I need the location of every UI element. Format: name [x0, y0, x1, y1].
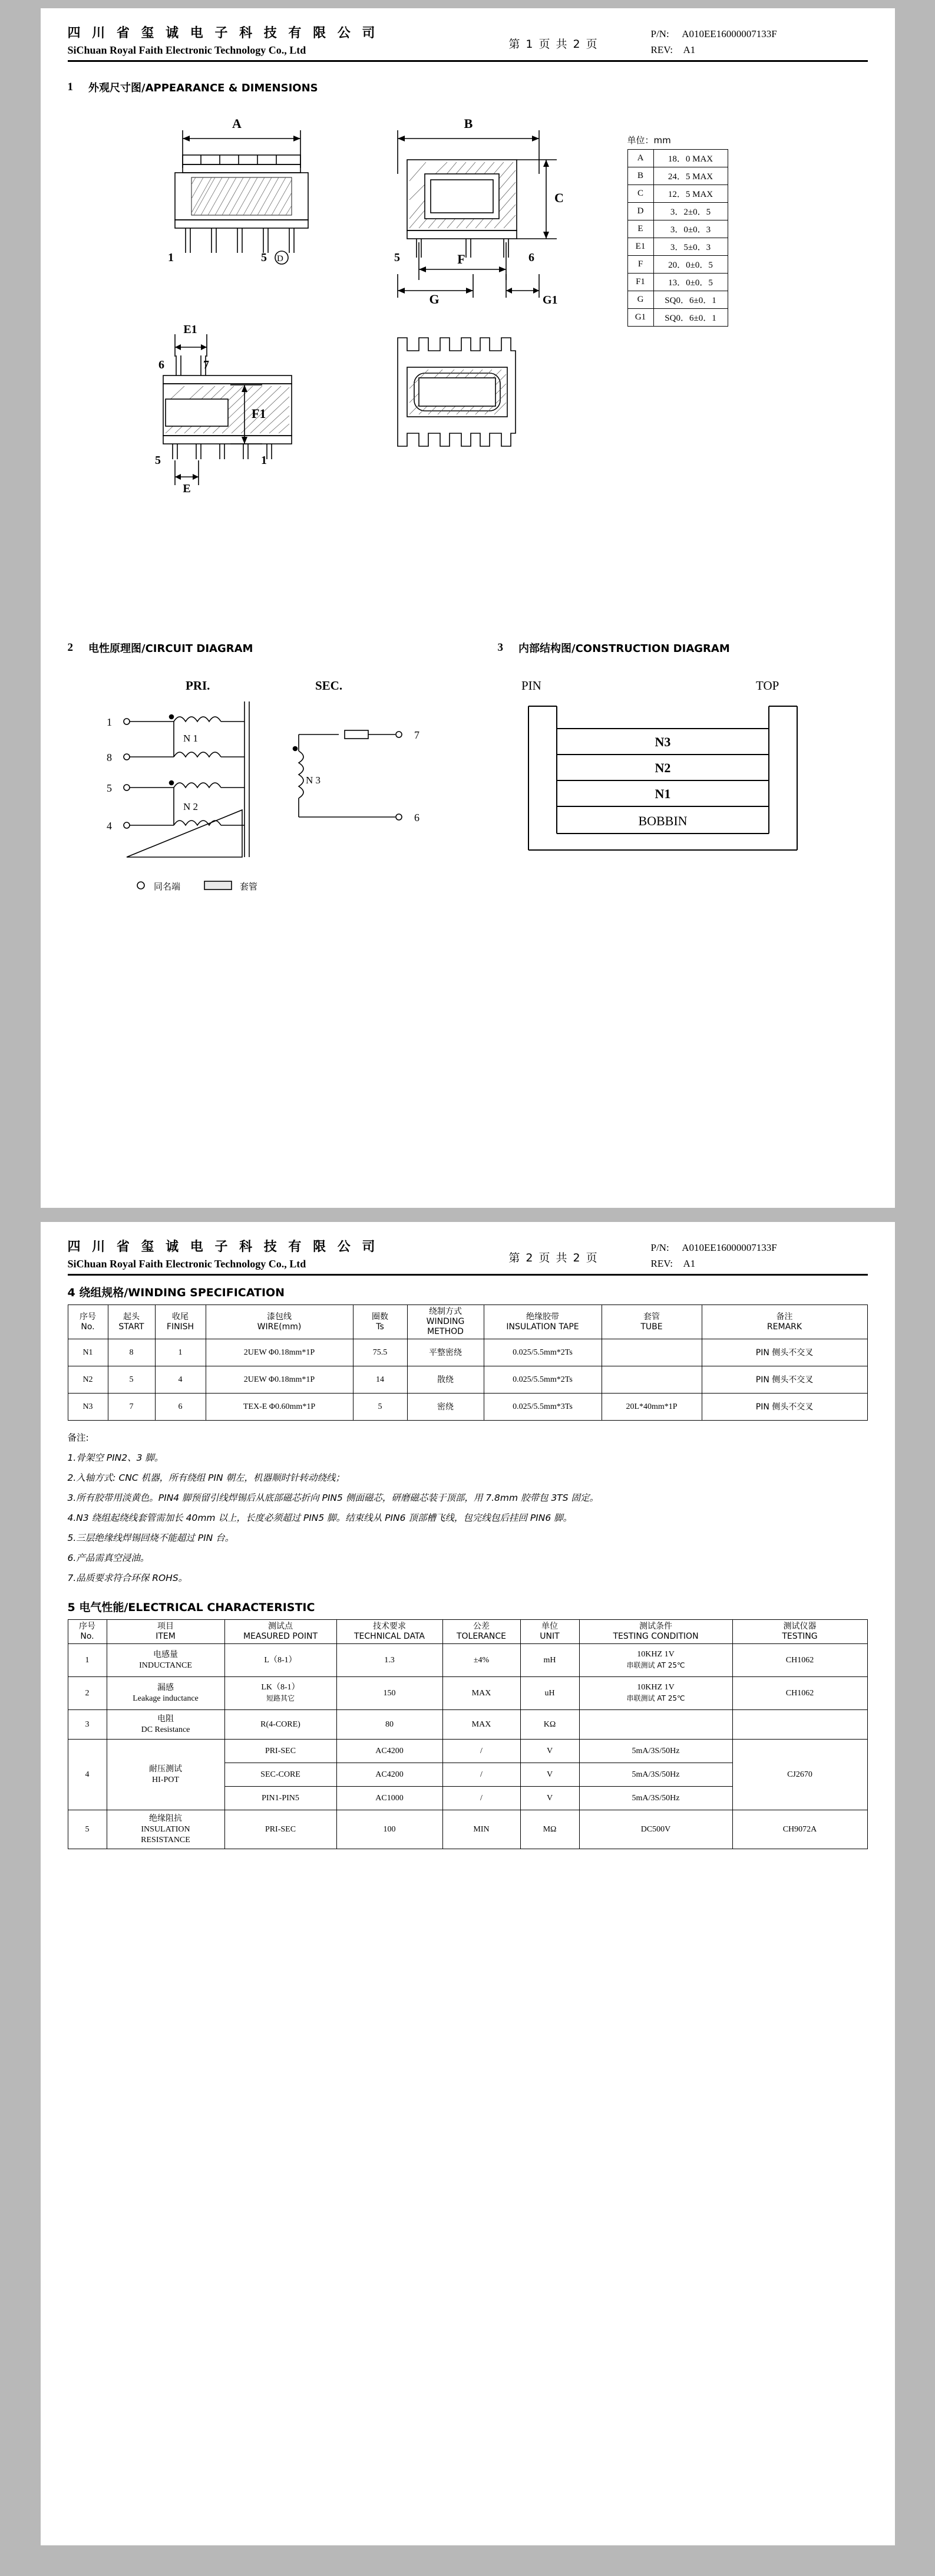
th-method: 绕制方式 WINDING METHOD	[407, 1305, 484, 1339]
ec-item: 漏感 Leakage inductance	[107, 1677, 224, 1710]
winding-remark: PIN 侧头不交叉	[702, 1366, 867, 1394]
company-name-cn-p2: 四 川 省 玺 诚 电 子 科 技 有 限 公 司	[67, 1240, 379, 1254]
ec-condition: 5mA/3S/50Hz	[579, 1787, 732, 1810]
winding-tape: 0.025/5.5mm*2Ts	[484, 1339, 602, 1366]
ec-point: PRI-SEC	[224, 1810, 336, 1849]
label-pin-7: 7	[203, 358, 209, 371]
winding-method: 散绕	[407, 1366, 484, 1394]
sections-2-3-titles	[68, 640, 868, 655]
winding-no: N1	[68, 1339, 108, 1366]
dim-value: 18．0 MAX	[653, 150, 728, 167]
winding-n2-label: N 2	[183, 801, 198, 812]
layer-n3-label: N3	[655, 734, 670, 749]
part-number-line	[651, 26, 868, 42]
th-tube: 套管 TUBE	[602, 1305, 702, 1339]
th-tolerance: 公差 TOLERANCE	[442, 1620, 520, 1644]
th-start: 起头 START	[108, 1305, 155, 1339]
circuit-pin-1: 1	[106, 716, 112, 728]
label-pin-5: 5	[260, 251, 267, 264]
dim-row	[627, 203, 728, 220]
circuit-pin-7: 7	[414, 729, 419, 741]
bobbin-label: BOBBIN	[637, 813, 688, 828]
dim-row	[627, 220, 728, 238]
winding-start: 7	[108, 1394, 155, 1421]
th-technical-data: 技术要求 TECHNICAL DATA	[336, 1620, 442, 1644]
electrical-row	[68, 1644, 867, 1677]
company-name-en-p2: SiChuan Royal Faith Electronic Technology Co., Ltd	[67, 1258, 306, 1270]
section-2-number: 2	[67, 641, 73, 654]
electrical-row	[68, 1810, 867, 1849]
legend-dot-label: 同名端	[153, 882, 180, 892]
header-rule	[68, 60, 868, 62]
label-E: E	[182, 482, 191, 495]
dim-value: 24．5 MAX	[653, 167, 728, 185]
dim-key: E1	[627, 238, 653, 256]
winding-finish: 1	[155, 1339, 206, 1366]
note-item: 7.品质要求符合环保 ROHS。	[67, 1573, 188, 1583]
winding-tape: 0.025/5.5mm*2Ts	[484, 1366, 602, 1394]
th-turns: 圈数 Ts	[353, 1305, 407, 1339]
ec-condition: 5mA/3S/50Hz	[579, 1740, 732, 1763]
ec-data: 80	[336, 1710, 442, 1740]
dim-value: 20．0±0．5	[653, 256, 728, 274]
th-wire: 漆包线 WIRE(mm)	[206, 1305, 353, 1339]
electrical-header-row	[68, 1620, 867, 1644]
ec-tester: CH1062	[732, 1677, 867, 1710]
ec-item: 电阻 DC Resistance	[107, 1710, 224, 1740]
winding-tape: 0.025/5.5mm*3Ts	[484, 1394, 602, 1421]
ec-point: L（8-1）	[224, 1644, 336, 1677]
ec-point: SEC-CORE	[224, 1763, 336, 1787]
rev-value: A1	[683, 44, 696, 55]
dim-value: 3．2±0．5	[653, 203, 728, 220]
winding-remark: PIN 侧头不交叉	[702, 1394, 867, 1421]
ec-condition: 10KHZ 1V 串联测试 AT 25℃	[579, 1677, 732, 1710]
ec-data: AC4200	[336, 1763, 442, 1787]
dim-value: 13．0±0．5	[653, 274, 728, 291]
label-G: G	[428, 292, 440, 307]
ec-tolerance: /	[442, 1763, 520, 1787]
note-item: 5.三层绝缘线焊锡回烧不能超过 PIN 台。	[67, 1533, 234, 1543]
page-number-1: 第 1 页 共 2 页	[508, 38, 599, 51]
construction-diagram-svg	[492, 663, 845, 934]
ec-unit: mH	[520, 1644, 579, 1677]
company-name-en: SiChuan Royal Faith Electronic Technology Co., Ltd	[67, 44, 306, 56]
section-3-title	[498, 640, 730, 655]
pn-value: A010EE16000007133F	[682, 28, 777, 39]
dim-key: C	[627, 185, 653, 203]
ec-condition: 5mA/3S/50Hz	[579, 1763, 732, 1787]
ec-data: AC4200	[336, 1740, 442, 1763]
dim-row	[627, 274, 728, 291]
section-2-title	[68, 640, 498, 655]
dim-key: G1	[627, 309, 653, 327]
th-remark: 备注 REMARK	[702, 1305, 867, 1339]
winding-n1-label: N 1	[183, 733, 198, 744]
circuit-diagram-svg	[68, 663, 492, 934]
dim-value: 3．0±0．3	[653, 220, 728, 238]
ec-unit: V	[520, 1763, 579, 1787]
ec-unit: MΩ	[520, 1810, 579, 1849]
label-pin-5b: 5	[394, 251, 400, 264]
dim-row	[627, 291, 728, 309]
ec-no: 5	[68, 1810, 107, 1849]
dim-row	[627, 150, 728, 167]
pn-value-p2: A010EE16000007133F	[682, 1242, 777, 1253]
section-3-number: 3	[497, 641, 503, 654]
winding-method: 密绕	[407, 1394, 484, 1421]
dim-row	[627, 256, 728, 274]
sec-label: SEC.	[315, 678, 342, 693]
th-finish: 收尾 FINISH	[155, 1305, 206, 1339]
ec-unit: KΩ	[520, 1710, 579, 1740]
section-1-number: 1	[67, 81, 73, 93]
winding-start: 8	[108, 1339, 155, 1366]
revision-line	[651, 42, 868, 58]
notes-block	[68, 1428, 868, 1588]
rev-value-p2: A1	[683, 1258, 696, 1269]
th-no: 序号 No.	[68, 1305, 108, 1339]
ec-point: R(4-CORE)	[224, 1710, 336, 1740]
winding-spec-table	[68, 1305, 868, 1421]
pn-label-p2: P/N:	[650, 1242, 669, 1253]
label-B: B	[464, 116, 473, 131]
label-pin-1: 1	[167, 251, 174, 264]
label-A: A	[232, 116, 242, 131]
label-C: C	[554, 190, 564, 205]
winding-turns: 75.5	[353, 1339, 407, 1366]
ec-tolerance: MAX	[442, 1710, 520, 1740]
label-F1: F1	[251, 406, 266, 421]
header-rule-p2	[68, 1274, 868, 1276]
dim-key: F	[627, 256, 653, 274]
notes-title: 备注:	[67, 1432, 89, 1443]
rev-label: REV:	[650, 44, 673, 55]
th-tape: 绝缘胶带 INSULATION TAPE	[484, 1305, 602, 1339]
circuit-pin-8: 8	[106, 752, 112, 763]
layer-n1-label: N1	[655, 786, 670, 801]
ec-unit: uH	[520, 1677, 579, 1710]
dim-value: 3．5±0．3	[653, 238, 728, 256]
th-no: 序号 No.	[68, 1620, 107, 1644]
winding-header-row	[68, 1305, 867, 1339]
circuit-pin-6: 6	[414, 812, 419, 823]
ec-no: 2	[68, 1677, 107, 1710]
dim-value: SQ0．6±0．1	[653, 291, 728, 309]
th-testing-instrument: 测试仪器 TESTING	[732, 1620, 867, 1644]
ec-tolerance: /	[442, 1740, 520, 1763]
ec-tester: CH9072A	[732, 1810, 867, 1849]
ec-tolerance: ±4%	[442, 1644, 520, 1677]
ec-item: 绝缘阻抗 INSULATION RESISTANCE	[107, 1810, 224, 1849]
ec-tester	[732, 1710, 867, 1740]
winding-no: N3	[68, 1394, 108, 1421]
construction-pin-label: PIN	[521, 678, 541, 693]
label-pin-6b: 6	[158, 358, 164, 371]
ec-no: 1	[68, 1644, 107, 1677]
ec-data: 150	[336, 1677, 442, 1710]
section-4-title: 4 绕组规格/WINDING SPECIFICATION	[67, 1286, 285, 1299]
circuit-pin-5: 5	[106, 782, 112, 794]
revision-line-p2	[651, 1256, 868, 1271]
construction-top-label: TOP	[755, 678, 779, 693]
note-item: 6.产品需真空浸油。	[67, 1553, 150, 1563]
part-number-line-p2	[651, 1240, 868, 1256]
winding-n3-label: N 3	[305, 775, 321, 786]
diagrams-row	[68, 663, 868, 934]
th-unit: 单位 UNIT	[520, 1620, 579, 1644]
winding-tube	[602, 1366, 702, 1394]
page-number-2: 第 2 页 共 2 页	[508, 1251, 599, 1264]
section-2-text: 电性原理图/CIRCUIT DIAGRAM	[88, 643, 253, 655]
ec-point: PRI-SEC	[224, 1740, 336, 1763]
ec-tester: CJ2670	[732, 1740, 867, 1810]
section-5-title: 5 电气性能/ELECTRICAL CHARACTERISTIC	[67, 1601, 315, 1614]
circuit-pin-4: 4	[106, 820, 112, 832]
ec-data: 100	[336, 1810, 442, 1849]
ec-data: 1.3	[336, 1644, 442, 1677]
winding-no: N2	[68, 1366, 108, 1394]
dimension-unit: 单位：mm	[627, 135, 671, 146]
electrical-row	[68, 1710, 867, 1740]
dim-row	[627, 167, 728, 185]
ec-tolerance: MAX	[442, 1677, 520, 1710]
dim-key: F1	[627, 274, 653, 291]
section-1-text: 外观尺寸图/APPEARANCE & DIMENSIONS	[88, 82, 318, 94]
winding-turns: 14	[353, 1366, 407, 1394]
th-item: 项目 ITEM	[107, 1620, 224, 1644]
ec-item: 耐压测试 HI-POT	[107, 1740, 224, 1810]
electrical-characteristic-table	[68, 1619, 868, 1849]
dim-row	[627, 185, 728, 203]
electrical-row	[68, 1740, 867, 1763]
dim-value: 12．5 MAX	[653, 185, 728, 203]
ec-point: PIN1-PIN5	[224, 1787, 336, 1810]
ec-tester: CH1062	[732, 1644, 867, 1677]
layer-n2-label: N2	[655, 760, 670, 775]
page1-header	[68, 25, 868, 62]
dim-row	[627, 238, 728, 256]
winding-wire: TEX-E Φ0.60mm*1P	[206, 1394, 353, 1421]
label-pin-6: 6	[528, 251, 534, 264]
winding-tube	[602, 1339, 702, 1366]
ec-condition: 10KHZ 1V 串联测试 AT 25℃	[579, 1644, 732, 1677]
dim-value: SQ0．6±0．1	[653, 309, 728, 327]
ec-tolerance: /	[442, 1787, 520, 1810]
winding-method: 平整密绕	[407, 1339, 484, 1366]
winding-finish: 6	[155, 1394, 206, 1421]
dimension-drawing-svg	[68, 103, 868, 634]
label-G1: G1	[542, 294, 558, 307]
appearance-drawings	[68, 103, 868, 637]
note-item: 2.入轴方式: CNC 机器，所有绕组 PIN 朝左，机器顺时针转动绕线；	[67, 1473, 345, 1483]
winding-row	[68, 1394, 867, 1421]
rev-label-p2: REV:	[650, 1258, 673, 1269]
page-1	[41, 8, 895, 1208]
label-D: D	[276, 254, 283, 263]
winding-start: 5	[108, 1366, 155, 1394]
dim-row	[627, 309, 728, 327]
ec-unit: V	[520, 1787, 579, 1810]
label-F: F	[457, 252, 465, 266]
th-measured-point: 测试点 MEASURED POINT	[224, 1620, 336, 1644]
ec-point: LK（8-1） 短路其它	[224, 1677, 336, 1710]
dimension-table	[627, 149, 728, 327]
section-3-text: 内部结构图/CONSTRUCTION DIAGRAM	[518, 643, 730, 655]
dim-key: D	[627, 203, 653, 220]
section-1-title	[68, 80, 868, 95]
label-pin-1b: 1	[260, 454, 267, 467]
ec-unit: V	[520, 1740, 579, 1763]
label-E1: E1	[183, 323, 197, 336]
ec-no: 4	[68, 1740, 107, 1810]
electrical-row	[68, 1677, 867, 1710]
th-testing-condition: 测试条件 TESTING CONDITION	[579, 1620, 732, 1644]
note-item: 3.所有胶带用淡黄色。PIN4 脚预留引线焊锡后从底部磁芯折向 PIN5 侧面磁芯，研磨磁芯装于顶部，用 7.8mm 胶带包 3TS 固定。	[67, 1493, 599, 1503]
ec-condition	[579, 1710, 732, 1740]
dim-key: E	[627, 220, 653, 238]
winding-wire: 2UEW Φ0.18mm*1P	[206, 1366, 353, 1394]
winding-row	[68, 1366, 867, 1394]
company-name-cn: 四 川 省 玺 诚 电 子 科 技 有 限 公 司	[67, 26, 379, 41]
dim-key: B	[627, 167, 653, 185]
dimension-table-wrap	[627, 134, 728, 327]
label-pin-5c: 5	[154, 454, 161, 467]
dim-key: G	[627, 291, 653, 309]
ec-no: 3	[68, 1710, 107, 1740]
pri-label: PRI.	[185, 678, 210, 693]
winding-finish: 4	[155, 1366, 206, 1394]
page2-header	[68, 1238, 868, 1276]
ec-item: 电感量 INDUCTANCE	[107, 1644, 224, 1677]
winding-remark: PIN 侧头不交叉	[702, 1339, 867, 1366]
winding-turns: 5	[353, 1394, 407, 1421]
pn-label: P/N:	[650, 28, 669, 39]
winding-wire: 2UEW Φ0.18mm*1P	[206, 1339, 353, 1366]
ec-condition: DC500V	[579, 1810, 732, 1849]
note-item: 1.骨架空 PIN2、3 脚。	[67, 1452, 164, 1463]
winding-tube: 20L*40mm*1P	[602, 1394, 702, 1421]
winding-row	[68, 1339, 867, 1366]
page-2	[41, 1222, 895, 2545]
legend-tube-label: 套管	[239, 882, 257, 892]
ec-data: AC1000	[336, 1787, 442, 1810]
ec-tolerance: MIN	[442, 1810, 520, 1849]
note-item: 4.N3 绕组起绕线套管需加长 40mm 以上，长度必须超过 PIN5 脚。结束线从 PIN6 顶部槽飞线，包完线包后挂回 PIN6 脚。	[67, 1513, 573, 1523]
dim-key: A	[627, 150, 653, 167]
